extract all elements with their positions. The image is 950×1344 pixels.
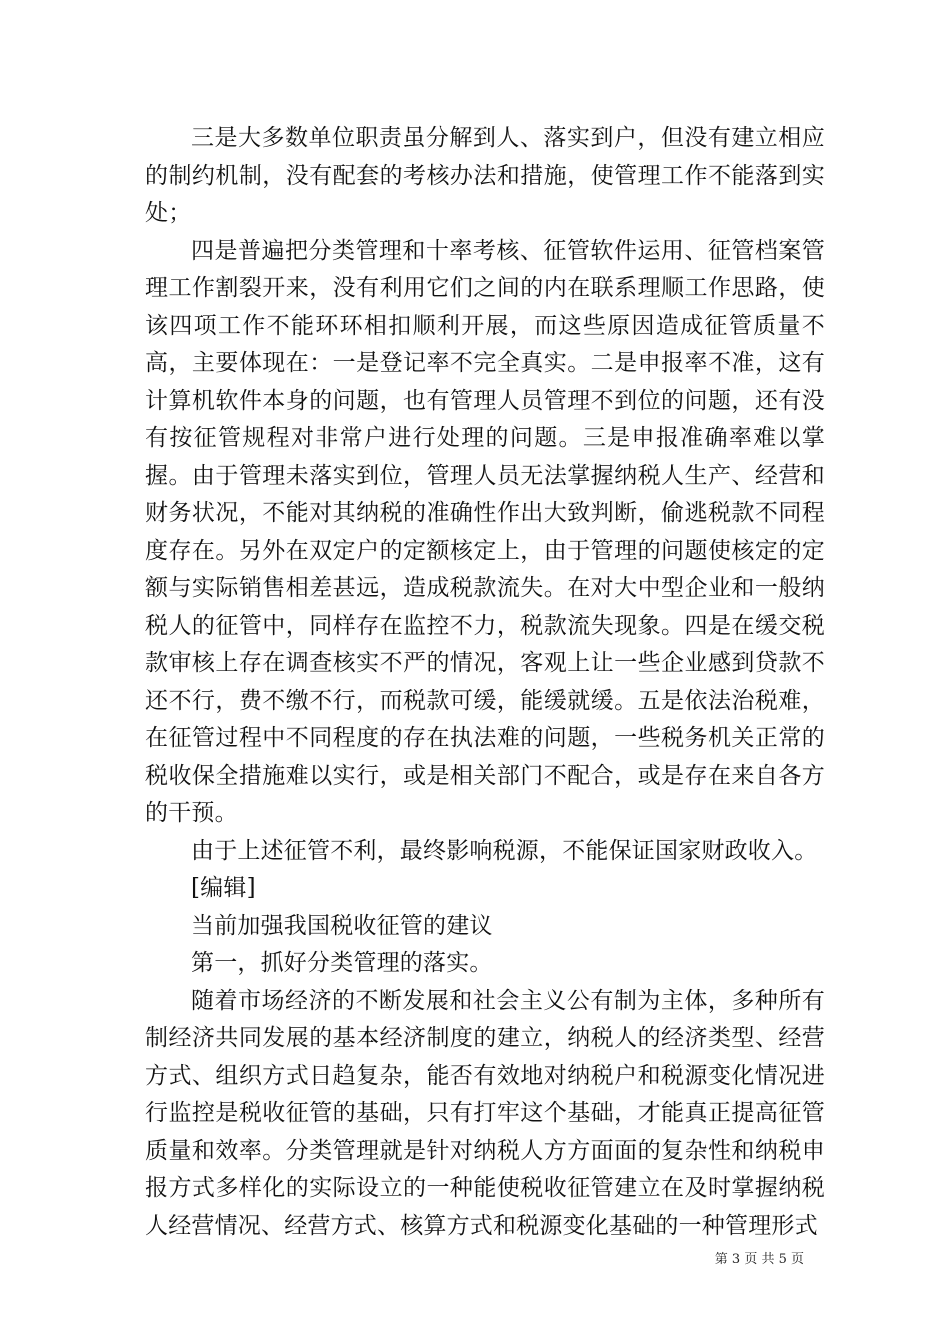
paragraph-2: 四是普遍把分类管理和十率考核、征管软件运用、征管档案管理工作割裂开来，没有利用它们之间的内在联系理顺工作思路，使该四项工作不能环环相扣顺利开展，而这些原因造成征管质量不高，主要体现在：一是登记率不完全真实。二是申报率不准，这有计算机软件本身的问题，也有管理人员管理不到位的问题，还有没有按征管规程对非常户进行处理的问题。三是申报准确率难以掌握。由于管理未落实到位，管理人员无法掌握纳税人生产、经营和财务状况，不能对其纳税的准确性作出大致判断，偷逃税款不同程度存在。另外在双定户的定额核定上，由于管理的问题使核定的定额与实际销售相差甚远，造成税款流失。在对大中型企业和一般纳税人的征管中，同样存在监控不力，税款流失现象。四是在缓交税款审核上存在调查核实不严的情况，客观上让一些企业感到贷款不还不行，费不缴不行，而税款可缓，能缓就缓。五是依法治税难，在征管过程中不同程度的存在执法难的问题，一些税务机关正常的税收保全措施难以实行，或是相关部门不配合，或是存在来自各方的干预。 [145,237,825,826]
paragraph-4: 随着市场经济的不断发展和社会主义公有制为主体，多种所有制经济共同发展的基本经济制度的建立，纳税人的经济类型、经营方式、组织方式日趋复杂，能否有效地对纳税户和税源变化情况进行监控是税收征管的基础，只有打牢这个基础，才能真正提高征管质量和效率。分类管理就是针对纳税人方方面面的复杂性和纳税申报方式多样化的实际设立的一种能使税收征管建立在及时掌握纳税人经营情况、经营方式、核算方式和税源变化基础的一种管理形式 [145,987,825,1239]
edit-marker: [编辑] [191,875,256,901]
section-heading: 当前加强我国税收征管的建议 [191,912,493,939]
document-body [145,120,825,1245]
paragraph-3: 由于上述征管不利，最终影响税源，不能保证国家财政收入。 [191,837,818,864]
subsection-heading: 第一，抓好分类管理的落实。 [191,950,493,976]
page-number-footer: 第 3 页 共 5 页 [714,1252,804,1267]
paragraph-1: 三是大多数单位职责虽分解到人、落实到户，但没有建立相应的制约机制，没有配套的考核办法和措施，使管理工作不能落到实处； [145,125,825,226]
